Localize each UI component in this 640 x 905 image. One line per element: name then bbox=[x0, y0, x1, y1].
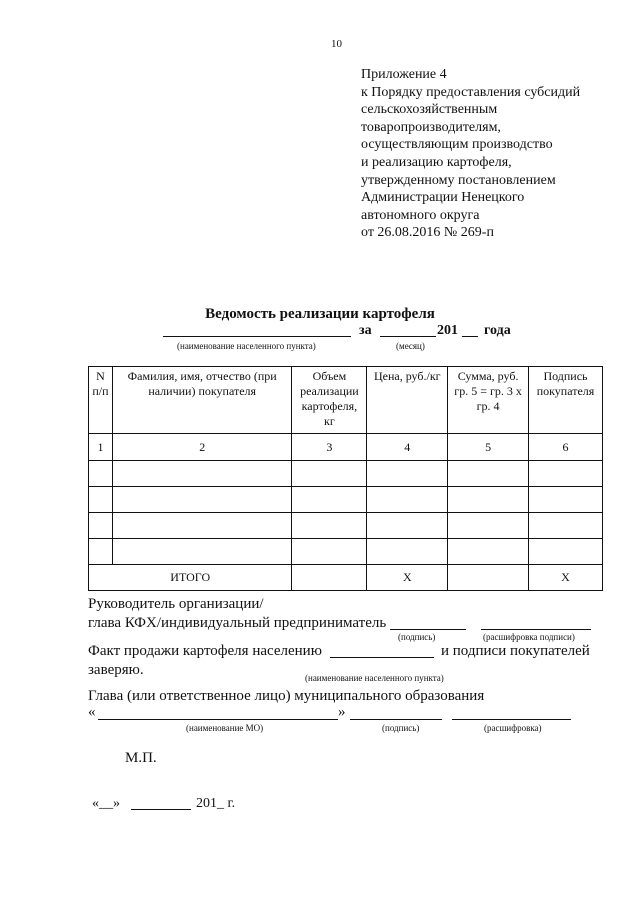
table-row bbox=[89, 513, 603, 539]
caption-fact-locality: (наименование населенного пункта) bbox=[305, 673, 444, 683]
table-row bbox=[89, 461, 603, 487]
header-cell-signature: Подпись покупателя bbox=[529, 367, 603, 434]
quote-close: » bbox=[338, 704, 346, 720]
table-cell[interactable] bbox=[292, 461, 367, 487]
total-price-mark: Х bbox=[367, 565, 448, 591]
header-cell-sum: Сумма, руб. гр. 5 = гр. 3 х гр. 4 bbox=[448, 367, 529, 434]
appendix-line: утвержденному постановлением bbox=[361, 172, 556, 188]
appendix-line: сельскохозяйственным bbox=[361, 102, 498, 118]
header-cell-price: Цена, руб./кг bbox=[367, 367, 448, 434]
table-cell[interactable] bbox=[529, 539, 603, 565]
table-cell[interactable] bbox=[448, 487, 529, 513]
signature-decoding-blank[interactable] bbox=[481, 629, 591, 630]
caption-month: (месяц) bbox=[396, 341, 425, 351]
column-number: 5 bbox=[448, 434, 529, 461]
stamp-place: М.П. bbox=[125, 750, 157, 766]
appendix-line: товаропроизводителям, bbox=[361, 119, 501, 135]
column-number: 1 bbox=[89, 434, 113, 461]
appendix-line: Администрации Ненецкого bbox=[361, 190, 525, 206]
appendix-line: и реализацию картофеля, bbox=[361, 154, 512, 170]
caption-mo-decoding: (расшифровка) bbox=[484, 723, 542, 733]
table-cell[interactable] bbox=[89, 487, 113, 513]
table-cell[interactable] bbox=[448, 513, 529, 539]
column-number: 3 bbox=[292, 434, 367, 461]
table-cell[interactable] bbox=[292, 539, 367, 565]
document-title: Ведомость реализации картофеля bbox=[205, 306, 435, 322]
locality-blank[interactable] bbox=[163, 336, 351, 337]
signature-blank[interactable] bbox=[390, 629, 466, 630]
mo-head-line: Глава (или ответственное лицо) муниципального образования bbox=[88, 688, 485, 704]
fact-locality-blank[interactable] bbox=[330, 657, 434, 658]
date-day: «__» bbox=[92, 796, 120, 811]
mo-decoding-blank[interactable] bbox=[452, 719, 571, 720]
table-cell[interactable] bbox=[292, 487, 367, 513]
year-blank[interactable] bbox=[462, 336, 478, 337]
table-cell[interactable] bbox=[112, 539, 291, 565]
page-number: 10 bbox=[331, 38, 342, 50]
table-cell[interactable] bbox=[89, 461, 113, 487]
column-number: 6 bbox=[529, 434, 603, 461]
table-cell[interactable] bbox=[112, 487, 291, 513]
table-cell[interactable] bbox=[367, 487, 448, 513]
appendix-line: автономного округа bbox=[361, 207, 480, 223]
total-sum-cell[interactable] bbox=[448, 565, 529, 591]
column-number: 2 bbox=[112, 434, 291, 461]
caption-signature-decoding: (расшифровка подписи) bbox=[483, 632, 575, 642]
table-row bbox=[89, 539, 603, 565]
header-cell-buyer-name: Фамилия, имя, отчество (при наличии) покупателя bbox=[112, 367, 291, 434]
table-cell[interactable] bbox=[529, 513, 603, 539]
year-prefix: 201 bbox=[437, 323, 458, 338]
total-label: ИТОГО bbox=[89, 565, 292, 591]
table-cell[interactable] bbox=[529, 461, 603, 487]
fact-line-1b: и подписи покупателей bbox=[441, 643, 590, 659]
date-year: 201_ г. bbox=[196, 796, 236, 811]
mo-signature-blank[interactable] bbox=[350, 719, 442, 720]
appendix-block bbox=[361, 66, 580, 242]
table-header-row bbox=[89, 367, 603, 434]
appendix-line: к Порядку предоставления субсидий bbox=[361, 84, 581, 100]
head-line-2: глава КФХ/индивидуальный предприниматель bbox=[88, 615, 387, 631]
caption-mo: (наименование МО) bbox=[186, 723, 264, 733]
total-row bbox=[89, 565, 603, 591]
quote-open: « bbox=[88, 704, 96, 720]
month-blank[interactable] bbox=[380, 336, 436, 337]
header-cell-volume: Объем реализации картофеля, кг bbox=[292, 367, 367, 434]
caption-locality: (наименование населенного пункта) bbox=[177, 341, 316, 351]
caption-signature: (подпись) bbox=[398, 632, 436, 642]
appendix-line: от 26.08.2016 № 269-п bbox=[361, 225, 494, 241]
table-cell[interactable] bbox=[367, 539, 448, 565]
table-cell[interactable] bbox=[112, 461, 291, 487]
table-cell[interactable] bbox=[89, 539, 113, 565]
column-number-row bbox=[89, 434, 603, 461]
fact-line-1a: Факт продажи картофеля населению bbox=[88, 643, 322, 659]
table-cell[interactable] bbox=[292, 513, 367, 539]
mo-name-blank[interactable] bbox=[98, 719, 338, 720]
appendix-line: Приложение 4 bbox=[361, 67, 447, 82]
total-signature-mark: Х bbox=[529, 565, 603, 591]
fact-line-2: заверяю. bbox=[88, 662, 144, 678]
column-number: 4 bbox=[367, 434, 448, 461]
total-volume-cell[interactable] bbox=[292, 565, 367, 591]
head-line-1: Руководитель организации/ bbox=[88, 596, 264, 612]
table-row bbox=[89, 487, 603, 513]
table-cell[interactable] bbox=[112, 513, 291, 539]
caption-mo-signature: (подпись) bbox=[382, 723, 420, 733]
sales-table bbox=[88, 366, 603, 591]
table-cell[interactable] bbox=[89, 513, 113, 539]
date-month-blank[interactable] bbox=[131, 809, 191, 810]
table-cell[interactable] bbox=[367, 513, 448, 539]
table-cell[interactable] bbox=[367, 461, 448, 487]
table-cell[interactable] bbox=[529, 487, 603, 513]
year-suffix: года bbox=[484, 323, 511, 338]
table-cell[interactable] bbox=[448, 461, 529, 487]
header-cell-number: N п/п bbox=[89, 367, 113, 434]
appendix-line: осуществляющим производство bbox=[361, 137, 553, 153]
table-cell[interactable] bbox=[448, 539, 529, 565]
period-za: за bbox=[359, 323, 372, 338]
